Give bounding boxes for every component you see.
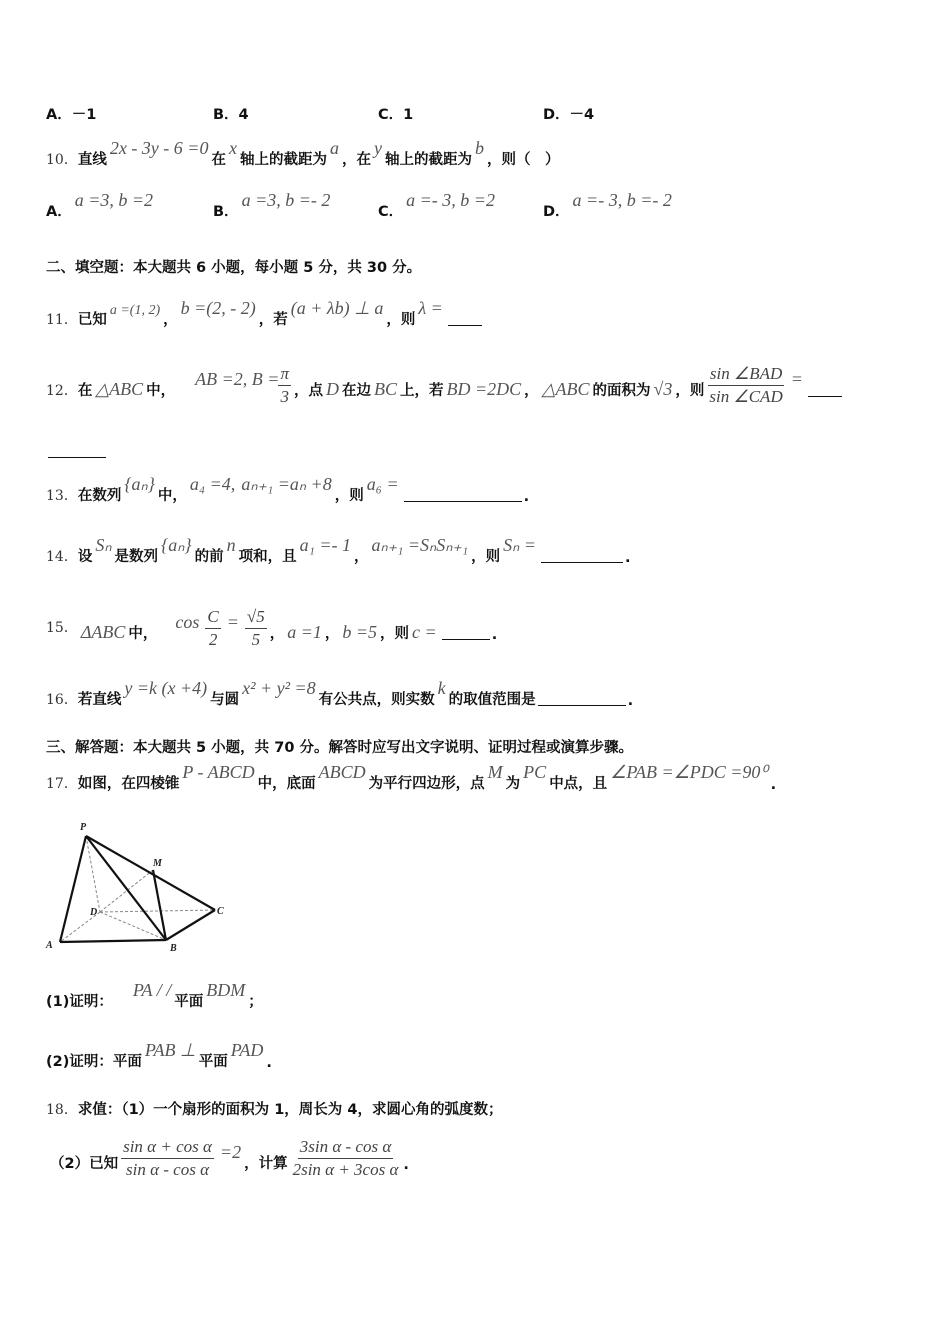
- math: cos: [175, 612, 200, 632]
- text: .: [403, 1157, 409, 1173]
- math: ∠PAB =∠PDC =90⁰: [610, 762, 768, 782]
- text: 为: [505, 776, 521, 792]
- text: ，: [269, 626, 285, 642]
- text: 中，: [157, 488, 187, 504]
- fraction-given: [121, 1136, 214, 1181]
- label-b: B: [170, 943, 177, 954]
- option-d: D．－4: [543, 107, 595, 123]
- question-number: 18．: [46, 1102, 78, 1118]
- math: =2: [219, 1142, 242, 1162]
- math: a =1: [287, 622, 322, 642]
- math: y =k (x +4): [124, 678, 208, 698]
- math: △ABC: [95, 379, 144, 399]
- numerator: sin α + cos α: [121, 1136, 214, 1159]
- math: (a + λb) ⊥ a: [290, 298, 384, 318]
- fraction-compute: [291, 1136, 401, 1181]
- question-number: 14．: [46, 549, 78, 565]
- numerator: C: [205, 606, 220, 629]
- math: k: [437, 678, 446, 698]
- text: 中，: [146, 383, 176, 399]
- text: 的取值范围是: [448, 692, 536, 708]
- text: ，在: [341, 152, 371, 168]
- text: ，则: [675, 383, 705, 399]
- text: ，: [524, 383, 539, 399]
- answer-blank: [538, 704, 626, 706]
- text: ，若: [258, 312, 288, 328]
- math: {aₙ}: [161, 535, 192, 555]
- math: a =- 3, b =- 2: [572, 190, 672, 210]
- math: b =(2, - 2): [180, 298, 256, 318]
- option-a: A．－1: [46, 107, 97, 123]
- text: 轴上的截距为: [239, 152, 327, 168]
- label-a: A: [46, 940, 53, 951]
- math: a =3, b =2: [74, 190, 154, 210]
- math: BD =2DC: [446, 379, 522, 399]
- text: 与圆: [210, 692, 240, 708]
- answer-blank: [448, 324, 482, 326]
- text: ，: [163, 312, 178, 328]
- text: 是数列: [114, 549, 158, 565]
- math: aₙ₊₁ =aₙ +8: [241, 474, 332, 494]
- math: M: [487, 762, 503, 782]
- math: PAD: [230, 1040, 264, 1060]
- text: ，则（ ）: [486, 152, 560, 168]
- text: 中点，且: [549, 776, 608, 792]
- numerator: sin ∠BAD: [708, 363, 784, 386]
- text: 中，: [128, 626, 158, 642]
- text: ，计算: [244, 1156, 288, 1172]
- edge-ab: [60, 940, 166, 942]
- edge-pa: [60, 836, 86, 942]
- option-label: A．: [46, 204, 72, 220]
- text: ，: [324, 626, 340, 642]
- edge-bc: [166, 910, 215, 940]
- text: 求值：（1）一个扇形的面积为 1，周长为 4，求圆心角的弧度数；: [77, 1102, 503, 1118]
- math: a: [329, 138, 339, 158]
- math: n: [226, 535, 236, 555]
- denominator: sin ∠CAD: [709, 387, 783, 406]
- denominator: 2: [208, 630, 218, 649]
- math: a =3, b =- 2: [241, 190, 331, 210]
- question-number: 17．: [46, 776, 78, 792]
- text: ，则: [386, 312, 416, 328]
- math: △ABC: [541, 379, 590, 399]
- math: a₄ =4,: [189, 474, 236, 494]
- text: .: [266, 1055, 272, 1071]
- math: Sₙ =: [503, 535, 536, 555]
- option-c: C．1: [378, 107, 414, 123]
- math: PA / /: [132, 980, 172, 1000]
- math: BC: [373, 379, 397, 399]
- label-p: P: [80, 822, 87, 833]
- math: =: [226, 612, 239, 632]
- text: 平面: [174, 994, 204, 1010]
- text: ；: [248, 994, 263, 1010]
- question-number: 10．: [46, 152, 78, 168]
- math: =: [790, 369, 803, 389]
- option-b: B．4: [213, 107, 249, 123]
- option-label: B．: [213, 204, 239, 220]
- text: (2)证明：平面: [46, 1054, 142, 1070]
- text: 轴上的截距为: [384, 152, 472, 168]
- text: 若直线: [77, 692, 122, 708]
- text: 在: [77, 383, 93, 399]
- label-m: M: [153, 858, 162, 869]
- math: D: [325, 379, 339, 399]
- answer-blank: [808, 395, 842, 397]
- text: 在边: [341, 383, 371, 399]
- question-17-part-1: [46, 980, 263, 1011]
- text: 上，若: [400, 383, 444, 399]
- text: 为平行四边形，点: [368, 776, 485, 792]
- edge-dm: [100, 870, 153, 912]
- math: c =: [412, 622, 437, 642]
- edge-dc: [100, 910, 215, 912]
- math: PC: [523, 762, 547, 782]
- text: 的面积为: [592, 383, 651, 399]
- denominator: 3: [280, 387, 289, 406]
- text: .: [491, 627, 498, 643]
- text: (1)证明：: [46, 994, 113, 1010]
- q10-option-d: [543, 190, 675, 221]
- answer-blank: [404, 500, 522, 502]
- math: {aₙ}: [124, 474, 155, 494]
- math: 2x - 3y - 6 =0: [109, 138, 209, 158]
- fraction-sin-ratio: [707, 363, 784, 408]
- text: .: [770, 777, 777, 793]
- question-number: 12．: [46, 383, 78, 399]
- text: ，则: [471, 549, 501, 565]
- text: ，则: [334, 488, 364, 504]
- label-c: C: [217, 906, 224, 917]
- math: b =5: [342, 622, 378, 642]
- text: 中，底面: [257, 776, 316, 792]
- option-label: C．: [378, 204, 404, 220]
- text: 直线: [77, 152, 107, 168]
- math: ΔABC: [80, 622, 126, 642]
- math: ABCD: [318, 762, 366, 782]
- option-label: D．: [543, 204, 570, 220]
- text: .: [625, 550, 631, 566]
- text: ，点: [293, 383, 323, 399]
- question-17-part-2: [46, 1040, 272, 1071]
- q10-option-c: [378, 190, 498, 221]
- math: a₆ =: [366, 474, 399, 494]
- math: a =- 3, b =2: [406, 190, 495, 210]
- numerator: √5: [245, 606, 267, 629]
- text: 项和，且: [238, 549, 297, 565]
- question-number: 11．: [46, 312, 78, 328]
- text: 平面: [198, 1054, 228, 1070]
- math: P - ABCD: [182, 762, 255, 782]
- text: 设: [77, 549, 93, 565]
- pyramid-figure: [0, 0, 260, 960]
- question-18-part-2: [50, 1128, 409, 1179]
- label-d: D: [90, 907, 98, 918]
- math: x² + y² =8: [242, 678, 316, 698]
- math: y: [373, 138, 382, 158]
- text: .: [627, 693, 634, 709]
- question-number: 15．: [46, 620, 78, 636]
- math: x: [228, 138, 237, 158]
- math: BDM: [206, 980, 246, 1000]
- answer-blank: [442, 638, 490, 640]
- text: ，则: [380, 626, 410, 642]
- denominator: 2sin α + 3cos α: [292, 1160, 399, 1179]
- question-number: 13．: [46, 488, 78, 504]
- edge-pb: [86, 836, 166, 940]
- text: 有公共点，则实数: [318, 692, 435, 708]
- text: 在数列: [77, 488, 122, 504]
- math: b: [474, 138, 484, 158]
- text: 的前: [194, 549, 224, 565]
- text: （2）已知: [50, 1156, 119, 1172]
- text: ，: [353, 549, 369, 565]
- math: λ =: [418, 298, 443, 318]
- heading-text: 三、解答题：本大题共 5 小题，共 70 分。解答时应写出文字说明、证明过程或演算步骤。: [46, 740, 633, 756]
- math: a₁ =- 1: [299, 535, 351, 555]
- numerator: π: [278, 363, 291, 386]
- math: AB =2, B =: [195, 369, 280, 389]
- text: 在: [211, 152, 226, 168]
- answer-blank: [541, 561, 623, 563]
- text: 已知: [77, 312, 107, 328]
- math: a =(1, 2): [109, 303, 161, 318]
- denominator: 5: [251, 630, 261, 649]
- denominator: sin α - cos α: [126, 1160, 210, 1179]
- numerator: 3sin α - cos α: [298, 1136, 394, 1159]
- question-18: [46, 1098, 502, 1119]
- heading-text: 二、填空题：本大题共 6 小题，每小题 5 分，共 30 分。: [46, 260, 422, 276]
- math: √3: [653, 379, 673, 399]
- math: PAB ⊥: [144, 1040, 196, 1060]
- fraction-pi-over-3: [278, 363, 291, 408]
- text: 如图，在四棱锥: [77, 776, 180, 792]
- text: .: [523, 489, 530, 505]
- edge-pc: [86, 836, 215, 910]
- question-number: 16．: [46, 692, 78, 708]
- math: aₙ₊₁ =SₙSₙ₊₁: [371, 535, 469, 555]
- edge-pd: [86, 836, 100, 912]
- math: Sₙ: [95, 535, 112, 555]
